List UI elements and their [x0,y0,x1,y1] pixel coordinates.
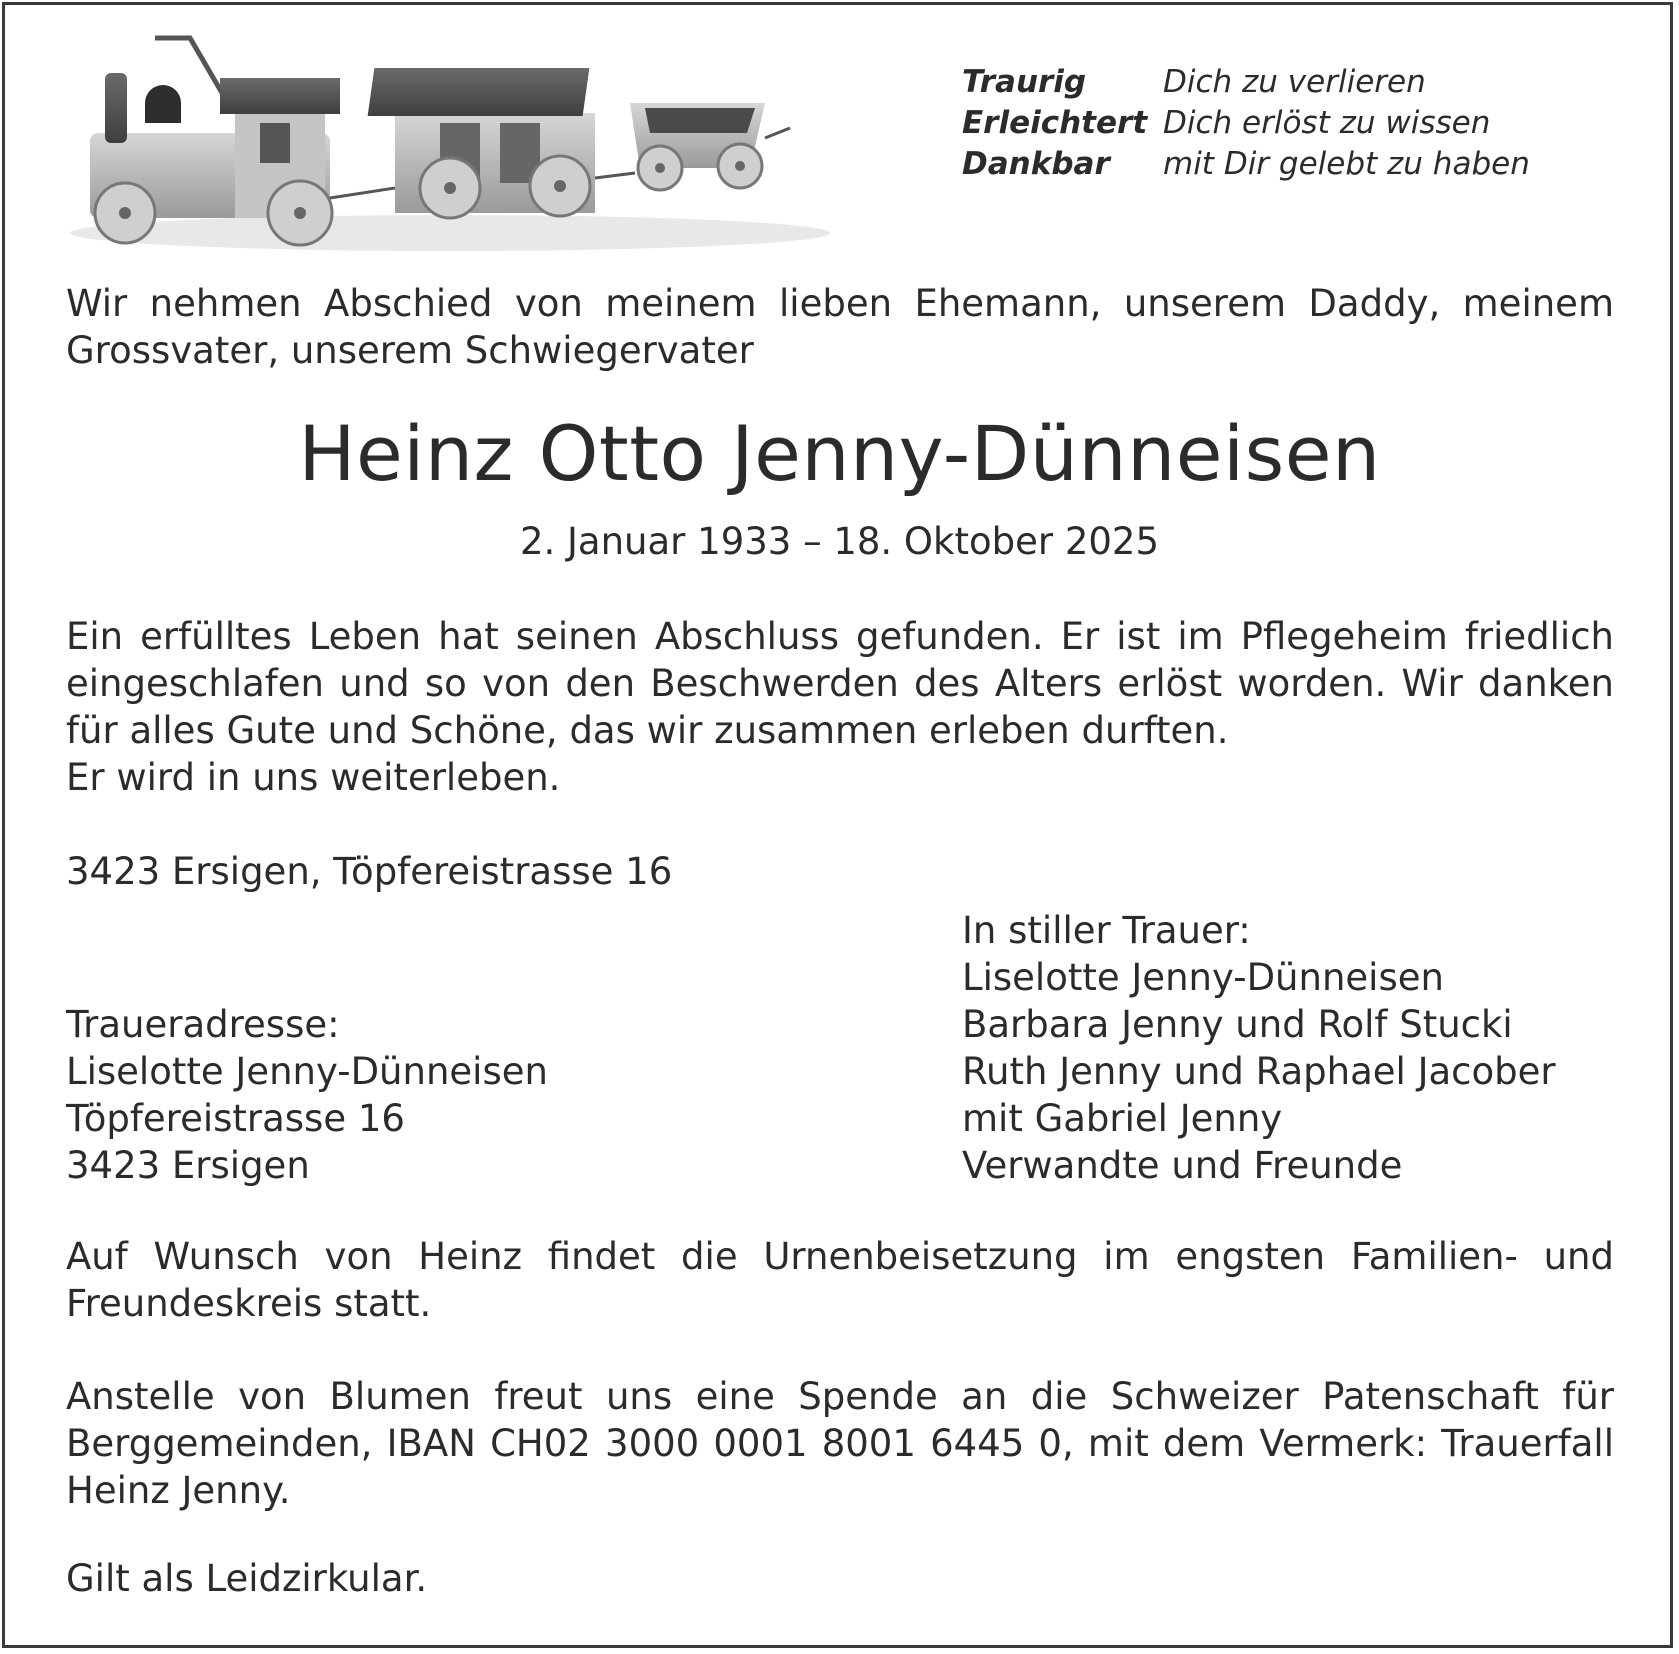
deceased-name: Heinz Otto Jenny-Dünneisen [298,409,1381,498]
body-closing-line: Er wird in uns weiterleben. [66,756,561,799]
verse-line [962,103,1530,144]
verse-line [962,144,1530,185]
verse-line [962,62,1530,103]
mourner-line: Liselotte Jenny-Dünneisen [962,956,1444,999]
mourning-address [66,1001,548,1189]
address-line: 3423 Ersigen, Töpfereistrasse 16 [66,850,673,893]
mourning-address-line: 3423 Ersigen [66,1144,310,1187]
body-paragraph: Ein erfülltes Leben hat seinen Abschluss gefunden. Er ist im Pflegeheim friedlich eingeschlafen und so von den Beschwerden des Alters erlöst worden. Wir danken für alles Gute und Schöne, das wir zusammen erleben durften. [66,615,1614,752]
mourner-line: mit Gabriel Jenny [962,1097,1283,1140]
mourner-line: In stiller Trauer: [962,909,1251,952]
closing-note: Gilt als Leidzirkular. [66,1557,428,1600]
mourner-line: Ruth Jenny und Raphael Jacober [962,1050,1556,1093]
mourning-address-line: Liselotte Jenny-Dünneisen [66,1050,548,1093]
donation-note: Anstelle von Blumen freut uns eine Spende an die Schweizer Patenschaft für Berggemeinden, IBAN CH02 3000 0001 8001 6445 0, mit dem Vermerk: Trauerfall Heinz Jenny. [66,1375,1614,1512]
burial-note: Auf Wunsch von Heinz findet die Urnenbeisetzung im engsten Familien- und Freundeskreis statt. [66,1235,1614,1325]
mourning-address-line: Traueradresse: [66,1003,340,1046]
toy-train-illustration [50,28,850,258]
verse-value: mit Dir gelebt zu haben [1163,146,1530,182]
mourning-address-line: Töpfereistrasse 16 [66,1097,405,1140]
verse-value: Dich erlöst zu wissen [1163,105,1491,141]
mourner-line: Barbara Jenny und Rolf Stucki [962,1003,1513,1046]
mourners-list [962,907,1556,1189]
verse-key: Erleichtert [962,105,1148,141]
verse [962,62,1530,185]
mourner-line: Verwandte und Freunde [962,1144,1403,1187]
verse-value: Dich zu verlieren [1163,64,1426,100]
intro-text: Wir nehmen Abschied von meinem lieben Ehemann, unserem Daddy, meinem Grossvater, unserem Schwiegervater [66,282,1614,372]
verse-key: Dankbar [962,146,1110,182]
verse-key: Traurig [962,64,1087,100]
life-dates: 2. Januar 1933 – 18. Oktober 2025 [519,520,1160,563]
